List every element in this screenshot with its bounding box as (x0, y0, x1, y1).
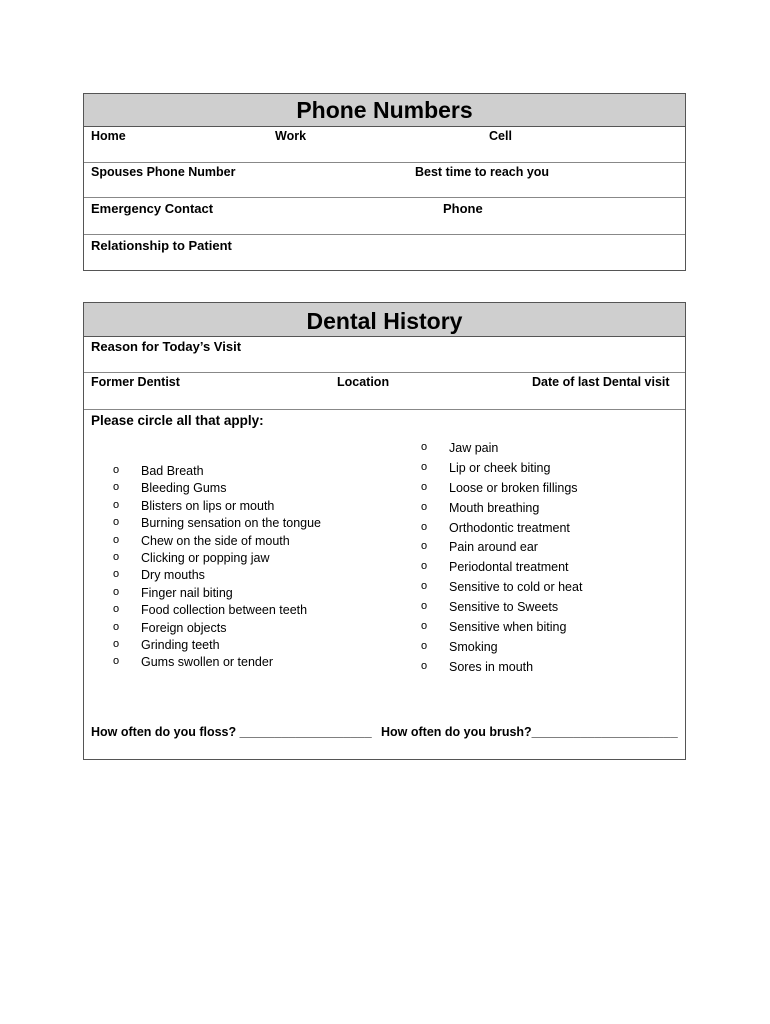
condition-label: Dry mouths (141, 568, 205, 583)
condition-item[interactable] (113, 638, 373, 655)
condition-label: Blisters on lips or mouth (141, 498, 275, 513)
circle-bullet-icon: o (113, 533, 120, 546)
condition-item[interactable] (421, 560, 681, 580)
phone-row-emergency (84, 198, 685, 235)
circle-bullet-icon: o (113, 620, 120, 633)
best-time-label: Best time to reach you (415, 165, 550, 179)
circle-bullet-icon: o (421, 659, 428, 672)
circle-bullet-icon: o (421, 600, 428, 613)
condition-label: Sensitive to Sweets (449, 600, 559, 615)
condition-item[interactable] (113, 586, 373, 603)
circle-bullet-icon: o (421, 480, 428, 493)
circle-bullet-icon: o (421, 560, 428, 573)
conditions-list-right (421, 441, 681, 680)
circle-bullet-icon: o (113, 637, 120, 650)
condition-item[interactable] (421, 640, 681, 660)
condition-item[interactable] (113, 481, 373, 498)
condition-label: Foreign objects (141, 620, 227, 635)
circle-instruction: Please circle all that apply: (91, 413, 264, 428)
floss-question: How often do you floss? ___________________ (91, 725, 372, 739)
condition-label: Burning sensation on the tongue (141, 516, 321, 531)
condition-label: Orthodontic treatment (449, 520, 570, 535)
phone-row-spouse (84, 163, 685, 198)
circle-bullet-icon: o (113, 498, 120, 511)
circle-bullet-icon: o (421, 620, 428, 633)
condition-label: Chew on the side of mouth (141, 533, 290, 548)
condition-item[interactable] (113, 516, 373, 533)
home-label: Home (91, 129, 126, 143)
circle-bullet-icon: o (113, 550, 120, 563)
last-visit-label: Date of last Dental visit (532, 375, 670, 389)
condition-label: Jaw pain (449, 441, 499, 455)
condition-item[interactable] (421, 441, 681, 461)
circle-bullet-icon: o (421, 520, 428, 533)
spouse-phone-label: Spouses Phone Number (91, 165, 236, 179)
relationship-label: Relationship to Patient (91, 238, 232, 253)
condition-label: Lip or cheek biting (449, 460, 551, 475)
reason-visit-label: Reason for Today’s Visit (91, 339, 242, 354)
circle-bullet-icon: o (113, 516, 120, 529)
condition-label: Sores in mouth (449, 659, 534, 674)
condition-item[interactable] (113, 551, 373, 568)
dental-history-title: Dental History (84, 303, 685, 337)
emergency-phone-label: Phone (443, 201, 483, 216)
emergency-contact-label: Emergency Contact (91, 201, 214, 216)
phone-numbers-section (83, 93, 686, 271)
dental-row-reason (84, 337, 685, 373)
condition-item[interactable] (113, 621, 373, 638)
condition-item[interactable] (421, 481, 681, 501)
circle-bullet-icon: o (421, 540, 428, 553)
circle-bullet-icon: o (113, 568, 120, 581)
condition-item[interactable] (421, 501, 681, 521)
circle-bullet-icon: o (421, 441, 428, 453)
condition-label: Pain around ear (449, 540, 538, 555)
condition-label: Food collection between teeth (141, 603, 308, 618)
condition-label: Gums swollen or tender (141, 655, 274, 670)
condition-label: Smoking (449, 639, 498, 654)
location-label: Location (337, 375, 390, 389)
phone-row-relationship (84, 235, 685, 270)
circle-bullet-icon: o (113, 603, 120, 616)
condition-label: Mouth breathing (449, 500, 540, 515)
condition-item[interactable] (421, 540, 681, 560)
circle-bullet-icon: o (113, 585, 120, 598)
condition-item[interactable] (113, 568, 373, 585)
condition-label: Bleeding Gums (141, 481, 227, 496)
circle-bullet-icon: o (113, 464, 120, 476)
circle-bullet-icon: o (421, 639, 428, 652)
condition-item[interactable] (113, 499, 373, 516)
brush-question: How often do you brush?_____________________ (381, 725, 678, 739)
circle-bullet-icon: o (113, 481, 120, 494)
condition-item[interactable] (113, 603, 373, 620)
circle-bullet-icon: o (421, 500, 428, 513)
condition-item[interactable] (113, 534, 373, 551)
condition-item[interactable] (421, 461, 681, 481)
condition-item[interactable] (421, 521, 681, 541)
condition-item[interactable] (113, 464, 373, 481)
condition-item[interactable] (421, 600, 681, 620)
phone-numbers-title: Phone Numbers (84, 94, 685, 127)
circle-bullet-icon: o (113, 655, 120, 668)
circle-bullet-icon: o (421, 580, 428, 593)
phone-row-home-work-cell (84, 127, 685, 163)
condition-label: Bad Breath (141, 464, 204, 478)
conditions-list-left (113, 464, 373, 673)
condition-label: Clicking or popping jaw (141, 550, 270, 565)
condition-label: Periodontal treatment (449, 560, 569, 575)
condition-item[interactable] (421, 620, 681, 640)
dental-row-former-dentist (84, 373, 685, 410)
condition-label: Sensitive to cold or heat (449, 580, 583, 595)
condition-label: Finger nail biting (141, 585, 233, 600)
condition-label: Sensitive when biting (449, 620, 567, 635)
condition-item[interactable] (421, 660, 681, 680)
work-label: Work (275, 129, 307, 143)
condition-label: Grinding teeth (141, 637, 220, 652)
circle-bullet-icon: o (421, 460, 428, 473)
former-dentist-label: Former Dentist (91, 375, 180, 389)
cell-label: Cell (489, 129, 512, 143)
condition-label: Loose or broken fillings (449, 480, 578, 495)
condition-item[interactable] (421, 580, 681, 600)
condition-item[interactable] (113, 655, 373, 672)
